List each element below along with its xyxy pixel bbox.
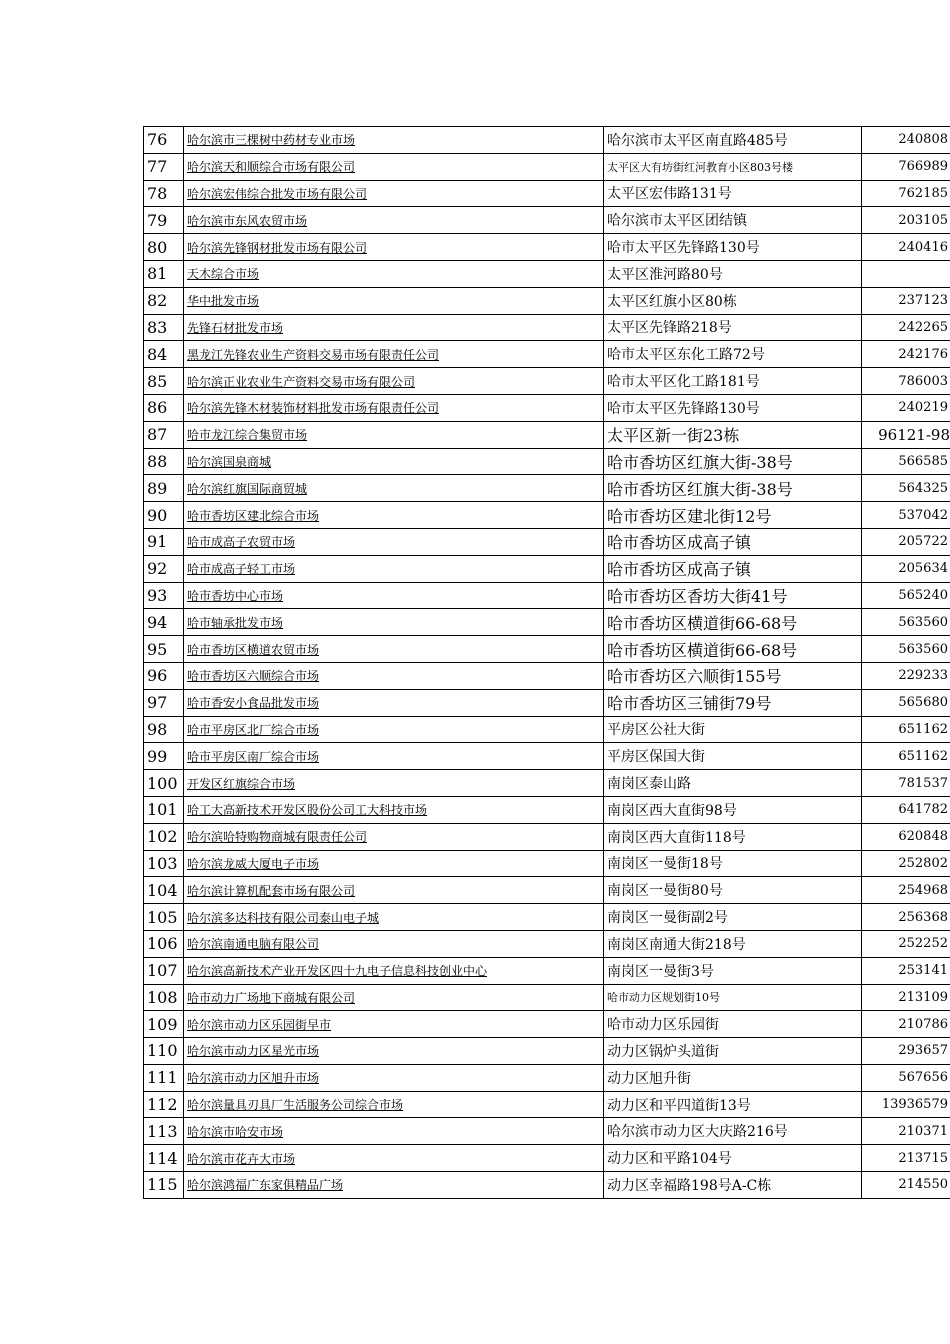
table-row bbox=[144, 904, 950, 931]
table-row bbox=[144, 207, 950, 234]
market-name-cell bbox=[184, 689, 604, 716]
row-number: 95 bbox=[144, 636, 184, 663]
phone-cell: 762185 bbox=[862, 180, 950, 207]
phone-cell: 96121-98 bbox=[862, 421, 950, 448]
market-name-link[interactable]: 哈尔滨先锋钢材批发市场有限公司 bbox=[187, 240, 368, 255]
table-row bbox=[144, 877, 950, 904]
table-row bbox=[144, 582, 950, 609]
market-table bbox=[143, 126, 950, 1199]
table-row bbox=[144, 234, 950, 261]
address-cell: 南岗区西大直街98号 bbox=[604, 796, 862, 823]
market-name-cell bbox=[184, 1091, 604, 1118]
market-name-link[interactable]: 哈尔滨红旗国际商贸城 bbox=[187, 481, 308, 496]
table-row bbox=[144, 1145, 950, 1172]
address-cell: 南岗区泰山路 bbox=[604, 770, 862, 797]
market-name-cell bbox=[184, 153, 604, 180]
address-cell: 太平区先锋路218号 bbox=[604, 314, 862, 341]
market-name-link[interactable]: 哈市香坊区横道农贸市场 bbox=[187, 642, 320, 657]
market-name-cell bbox=[184, 1145, 604, 1172]
market-name-link[interactable]: 哈尔滨量具刃具厂生活服务公司综合市场 bbox=[187, 1098, 404, 1113]
row-number: 97 bbox=[144, 689, 184, 716]
phone-cell: 203105 bbox=[862, 207, 950, 234]
address-cell: 太平区红旗小区80栋 bbox=[604, 287, 862, 314]
row-number: 106 bbox=[144, 930, 184, 957]
table-row bbox=[144, 823, 950, 850]
table-row bbox=[144, 796, 950, 823]
phone-cell: 565680 bbox=[862, 689, 950, 716]
row-number: 90 bbox=[144, 502, 184, 529]
market-name-cell bbox=[184, 957, 604, 984]
phone-cell: 293657 bbox=[862, 1038, 950, 1065]
row-number: 110 bbox=[144, 1038, 184, 1065]
market-name-link[interactable]: 华中批发市场 bbox=[187, 294, 260, 309]
row-number: 113 bbox=[144, 1118, 184, 1145]
market-name-link[interactable]: 哈尔滨高新技术产业开发区四十九电子信息科技创业中心 bbox=[187, 964, 488, 979]
phone-cell: 563560 bbox=[862, 636, 950, 663]
phone-cell: 213109 bbox=[862, 984, 950, 1011]
address-cell: 太平区宏伟路131号 bbox=[604, 180, 862, 207]
row-number: 111 bbox=[144, 1064, 184, 1091]
market-name-cell bbox=[184, 394, 604, 421]
market-name-cell bbox=[184, 314, 604, 341]
table-row bbox=[144, 930, 950, 957]
market-name-link[interactable]: 开发区红旗综合市场 bbox=[187, 776, 296, 791]
row-number: 115 bbox=[144, 1172, 184, 1199]
table-row bbox=[144, 1011, 950, 1038]
phone-cell: 566585 bbox=[862, 448, 950, 475]
phone-cell: 564325 bbox=[862, 475, 950, 502]
table-row bbox=[144, 662, 950, 689]
row-number: 101 bbox=[144, 796, 184, 823]
market-name-cell bbox=[184, 475, 604, 502]
market-name-cell bbox=[184, 127, 604, 154]
market-name-cell bbox=[184, 368, 604, 395]
address-cell: 南岗区一曼街副2号 bbox=[604, 904, 862, 931]
market-name-link[interactable]: 哈尔滨哈特购物商城有限责任公司 bbox=[187, 830, 368, 845]
phone-cell: 229233 bbox=[862, 662, 950, 689]
row-number: 99 bbox=[144, 743, 184, 770]
table-row bbox=[144, 609, 950, 636]
address-cell: 南岗区西大直街118号 bbox=[604, 823, 862, 850]
market-name-link[interactable]: 哈尔滨多达科技有限公司泰山电子城 bbox=[187, 910, 380, 925]
market-name-cell bbox=[184, 877, 604, 904]
table-row bbox=[144, 127, 950, 154]
market-name-link[interactable]: 哈市轴承批发市场 bbox=[187, 615, 284, 630]
table-row bbox=[144, 475, 950, 502]
table-row bbox=[144, 314, 950, 341]
market-name-cell bbox=[184, 260, 604, 287]
table-row bbox=[144, 502, 950, 529]
address-cell: 哈市香坊区成高子镇 bbox=[604, 555, 862, 582]
market-name-link[interactable]: 哈市平房区北厂综合市场 bbox=[187, 722, 320, 737]
row-number: 114 bbox=[144, 1145, 184, 1172]
table-row bbox=[144, 770, 950, 797]
market-name-link[interactable]: 哈尔滨计算机配套市场有限公司 bbox=[187, 883, 356, 898]
phone-cell: 786003 bbox=[862, 368, 950, 395]
address-cell: 哈市香坊区建北街12号 bbox=[604, 502, 862, 529]
market-name-link[interactable]: 哈尔滨天和顺综合市场有限公司 bbox=[187, 160, 356, 175]
row-number: 87 bbox=[144, 421, 184, 448]
address-cell: 哈市太平区先锋路130号 bbox=[604, 234, 862, 261]
market-name-link[interactable]: 黑龙江先锋农业生产资料交易市场有限责任公司 bbox=[187, 347, 440, 362]
table-row bbox=[144, 180, 950, 207]
market-name-link[interactable]: 哈尔滨先锋木材装饰材料批发市场有限责任公司 bbox=[187, 401, 440, 416]
market-name-cell bbox=[184, 1064, 604, 1091]
row-number: 93 bbox=[144, 582, 184, 609]
address-cell: 平房区公社大街 bbox=[604, 716, 862, 743]
phone-cell: 256368 bbox=[862, 904, 950, 931]
market-name-cell bbox=[184, 180, 604, 207]
row-number: 100 bbox=[144, 770, 184, 797]
address-cell: 动力区和平四道街13号 bbox=[604, 1091, 862, 1118]
market-name-cell bbox=[184, 609, 604, 636]
market-name-cell bbox=[184, 502, 604, 529]
market-name-cell bbox=[184, 341, 604, 368]
market-name-link[interactable]: 哈尔滨市动力区旭升市场 bbox=[187, 1071, 320, 1086]
table-row bbox=[144, 1038, 950, 1065]
market-name-cell bbox=[184, 662, 604, 689]
address-cell: 哈市香坊区红旗大街-38号 bbox=[604, 475, 862, 502]
address-cell: 哈市香坊区横道街66-68号 bbox=[604, 609, 862, 636]
market-name-cell bbox=[184, 770, 604, 797]
market-name-link[interactable]: 哈工大高新技术开发区股份公司工大科技市场 bbox=[187, 803, 428, 818]
address-cell: 哈市香坊区红旗大街-38号 bbox=[604, 448, 862, 475]
row-number: 112 bbox=[144, 1091, 184, 1118]
address-cell: 动力区锅炉头道街 bbox=[604, 1038, 862, 1065]
row-number: 88 bbox=[144, 448, 184, 475]
market-name-link[interactable]: 哈尔滨宏伟综合批发市场有限公司 bbox=[187, 186, 368, 201]
table-row bbox=[144, 1091, 950, 1118]
phone-cell: 781537 bbox=[862, 770, 950, 797]
market-name-cell bbox=[184, 448, 604, 475]
address-cell: 哈市香坊区香坊大街41号 bbox=[604, 582, 862, 609]
market-name-cell bbox=[184, 421, 604, 448]
phone-cell: 205634 bbox=[862, 555, 950, 582]
row-number: 89 bbox=[144, 475, 184, 502]
market-name-cell bbox=[184, 528, 604, 555]
row-number: 92 bbox=[144, 555, 184, 582]
phone-cell: 253141 bbox=[862, 957, 950, 984]
address-cell: 南岗区一曼街18号 bbox=[604, 850, 862, 877]
market-name-cell bbox=[184, 716, 604, 743]
table-row bbox=[144, 850, 950, 877]
market-name-link[interactable]: 哈市动力广场地下商城有限公司 bbox=[187, 990, 356, 1005]
row-number: 94 bbox=[144, 609, 184, 636]
row-number: 81 bbox=[144, 260, 184, 287]
market-name-cell bbox=[184, 1011, 604, 1038]
address-cell: 哈尔滨市太平区团结镇 bbox=[604, 207, 862, 234]
market-name-link[interactable]: 哈市成高子农贸市场 bbox=[187, 535, 296, 550]
market-name-link[interactable]: 先锋石材批发市场 bbox=[187, 320, 284, 335]
market-name-link[interactable]: 哈尔滨市东风农贸市场 bbox=[187, 213, 308, 228]
row-number: 102 bbox=[144, 823, 184, 850]
table-row bbox=[144, 448, 950, 475]
row-number: 107 bbox=[144, 957, 184, 984]
address-cell: 太平区淮河路80号 bbox=[604, 260, 862, 287]
market-name-cell bbox=[184, 850, 604, 877]
address-cell: 南岗区南通大街218号 bbox=[604, 930, 862, 957]
table-row bbox=[144, 368, 950, 395]
market-name-link[interactable]: 哈尔滨鸿福广东家俱精品广场 bbox=[187, 1178, 344, 1193]
phone-cell: 242176 bbox=[862, 341, 950, 368]
phone-cell: 205722 bbox=[862, 528, 950, 555]
market-name-cell bbox=[184, 930, 604, 957]
address-cell: 太平区新一街23栋 bbox=[604, 421, 862, 448]
row-number: 98 bbox=[144, 716, 184, 743]
phone-cell: 567656 bbox=[862, 1064, 950, 1091]
table-row bbox=[144, 689, 950, 716]
table-row bbox=[144, 287, 950, 314]
phone-cell: 242265 bbox=[862, 314, 950, 341]
phone-cell: 565240 bbox=[862, 582, 950, 609]
table-row bbox=[144, 555, 950, 582]
market-name-cell bbox=[184, 234, 604, 261]
market-name-cell bbox=[184, 984, 604, 1011]
row-number: 91 bbox=[144, 528, 184, 555]
row-number: 86 bbox=[144, 394, 184, 421]
market-name-link[interactable]: 哈市香安小食品批发市场 bbox=[187, 696, 320, 711]
market-name-cell bbox=[184, 904, 604, 931]
row-number: 84 bbox=[144, 341, 184, 368]
address-cell: 南岗区一曼街3号 bbox=[604, 957, 862, 984]
address-cell: 动力区和平路104号 bbox=[604, 1145, 862, 1172]
table-row bbox=[144, 260, 950, 287]
phone-cell: 537042 bbox=[862, 502, 950, 529]
table-row bbox=[144, 1172, 950, 1199]
market-name-link[interactable]: 哈尔滨市哈安市场 bbox=[187, 1124, 284, 1139]
phone-cell: 641782 bbox=[862, 796, 950, 823]
row-number: 78 bbox=[144, 180, 184, 207]
table-row bbox=[144, 421, 950, 448]
address-cell: 哈尔滨市动力区大庆路216号 bbox=[604, 1118, 862, 1145]
phone-cell: 254968 bbox=[862, 877, 950, 904]
market-name-link[interactable]: 哈尔滨市花卉大市场 bbox=[187, 1151, 296, 1166]
market-name-cell bbox=[184, 636, 604, 663]
table-row bbox=[144, 1118, 950, 1145]
market-name-cell bbox=[184, 796, 604, 823]
address-cell: 哈市香坊区三铺街79号 bbox=[604, 689, 862, 716]
row-number: 83 bbox=[144, 314, 184, 341]
market-name-link[interactable]: 哈市香坊中心市场 bbox=[187, 588, 284, 603]
phone-cell: 620848 bbox=[862, 823, 950, 850]
address-cell: 哈市动力区规划街10号 bbox=[604, 984, 862, 1011]
table-row bbox=[144, 743, 950, 770]
phone-cell: 210371 bbox=[862, 1118, 950, 1145]
market-name-link[interactable]: 哈尔滨南通电脑有限公司 bbox=[187, 937, 320, 952]
table-row bbox=[144, 716, 950, 743]
market-name-cell bbox=[184, 823, 604, 850]
phone-cell: 252802 bbox=[862, 850, 950, 877]
market-table-body bbox=[144, 127, 950, 1199]
table-row bbox=[144, 984, 950, 1011]
phone-cell: 213715 bbox=[862, 1145, 950, 1172]
market-name-link[interactable]: 哈尔滨市动力区星光市场 bbox=[187, 1044, 320, 1059]
market-name-link[interactable]: 哈尔滨市三棵树中药材专业市场 bbox=[187, 133, 356, 148]
address-cell: 动力区幸福路198号A-C栋 bbox=[604, 1172, 862, 1199]
market-name-link[interactable]: 哈尔滨国泉商城 bbox=[187, 454, 272, 469]
market-name-cell bbox=[184, 1038, 604, 1065]
phone-cell: 210786 bbox=[862, 1011, 950, 1038]
phone-cell: 240808 bbox=[862, 127, 950, 154]
row-number: 82 bbox=[144, 287, 184, 314]
market-name-cell bbox=[184, 582, 604, 609]
phone-cell: 13936579 bbox=[862, 1091, 950, 1118]
market-name-link[interactable]: 哈尔滨龙威大厦电子市场 bbox=[187, 856, 320, 871]
table-row bbox=[144, 528, 950, 555]
table-row bbox=[144, 394, 950, 421]
phone-cell: 766989 bbox=[862, 153, 950, 180]
table-row bbox=[144, 1064, 950, 1091]
market-list-table bbox=[143, 126, 950, 1199]
row-number: 77 bbox=[144, 153, 184, 180]
row-number: 76 bbox=[144, 127, 184, 154]
row-number: 85 bbox=[144, 368, 184, 395]
address-cell: 太平区大有坊街红河教育小区803号楼 bbox=[604, 153, 862, 180]
phone-cell: 240416 bbox=[862, 234, 950, 261]
row-number: 109 bbox=[144, 1011, 184, 1038]
phone-cell: 563560 bbox=[862, 609, 950, 636]
phone-cell: 237123 bbox=[862, 287, 950, 314]
market-name-link[interactable]: 哈市香坊区六顺综合市场 bbox=[187, 669, 320, 684]
table-row bbox=[144, 153, 950, 180]
table-row bbox=[144, 957, 950, 984]
row-number: 96 bbox=[144, 662, 184, 689]
phone-cell: 651162 bbox=[862, 743, 950, 770]
market-name-link[interactable]: 哈市成高子轻工市场 bbox=[187, 562, 296, 577]
address-cell: 哈市太平区东化工路72号 bbox=[604, 341, 862, 368]
market-name-cell bbox=[184, 287, 604, 314]
address-cell: 动力区旭升街 bbox=[604, 1064, 862, 1091]
table-row bbox=[144, 636, 950, 663]
address-cell: 平房区保国大街 bbox=[604, 743, 862, 770]
market-name-cell bbox=[184, 207, 604, 234]
address-cell: 哈市香坊区横道街66-68号 bbox=[604, 636, 862, 663]
row-number: 105 bbox=[144, 904, 184, 931]
market-name-link[interactable]: 哈市平房区南厂综合市场 bbox=[187, 749, 320, 764]
address-cell: 哈市太平区化工路181号 bbox=[604, 368, 862, 395]
address-cell: 哈市香坊区六顺街155号 bbox=[604, 662, 862, 689]
table-row bbox=[144, 341, 950, 368]
address-cell: 哈市香坊区成高子镇 bbox=[604, 528, 862, 555]
phone-cell bbox=[862, 260, 950, 287]
address-cell: 哈市太平区先锋路130号 bbox=[604, 394, 862, 421]
phone-cell: 651162 bbox=[862, 716, 950, 743]
market-name-cell bbox=[184, 1172, 604, 1199]
phone-cell: 252252 bbox=[862, 930, 950, 957]
row-number: 80 bbox=[144, 234, 184, 261]
phone-cell: 240219 bbox=[862, 394, 950, 421]
market-name-cell bbox=[184, 743, 604, 770]
address-cell: 南岗区一曼街80号 bbox=[604, 877, 862, 904]
row-number: 79 bbox=[144, 207, 184, 234]
row-number: 103 bbox=[144, 850, 184, 877]
market-name-link[interactable]: 哈市龙江综合集贸市场 bbox=[187, 428, 308, 443]
market-name-link[interactable]: 天木综合市场 bbox=[187, 267, 260, 282]
address-cell: 哈尔滨市太平区南直路485号 bbox=[604, 127, 862, 154]
market-name-link[interactable]: 哈尔滨正业农业生产资料交易市场有限公司 bbox=[187, 374, 416, 389]
address-cell: 哈市动力区乐园街 bbox=[604, 1011, 862, 1038]
row-number: 108 bbox=[144, 984, 184, 1011]
phone-cell: 214550 bbox=[862, 1172, 950, 1199]
market-name-cell bbox=[184, 1118, 604, 1145]
market-name-link[interactable]: 哈尔滨市动力区乐园街早市 bbox=[187, 1017, 332, 1032]
market-name-cell bbox=[184, 555, 604, 582]
row-number: 104 bbox=[144, 877, 184, 904]
market-name-link[interactable]: 哈市香坊区建北综合市场 bbox=[187, 508, 320, 523]
